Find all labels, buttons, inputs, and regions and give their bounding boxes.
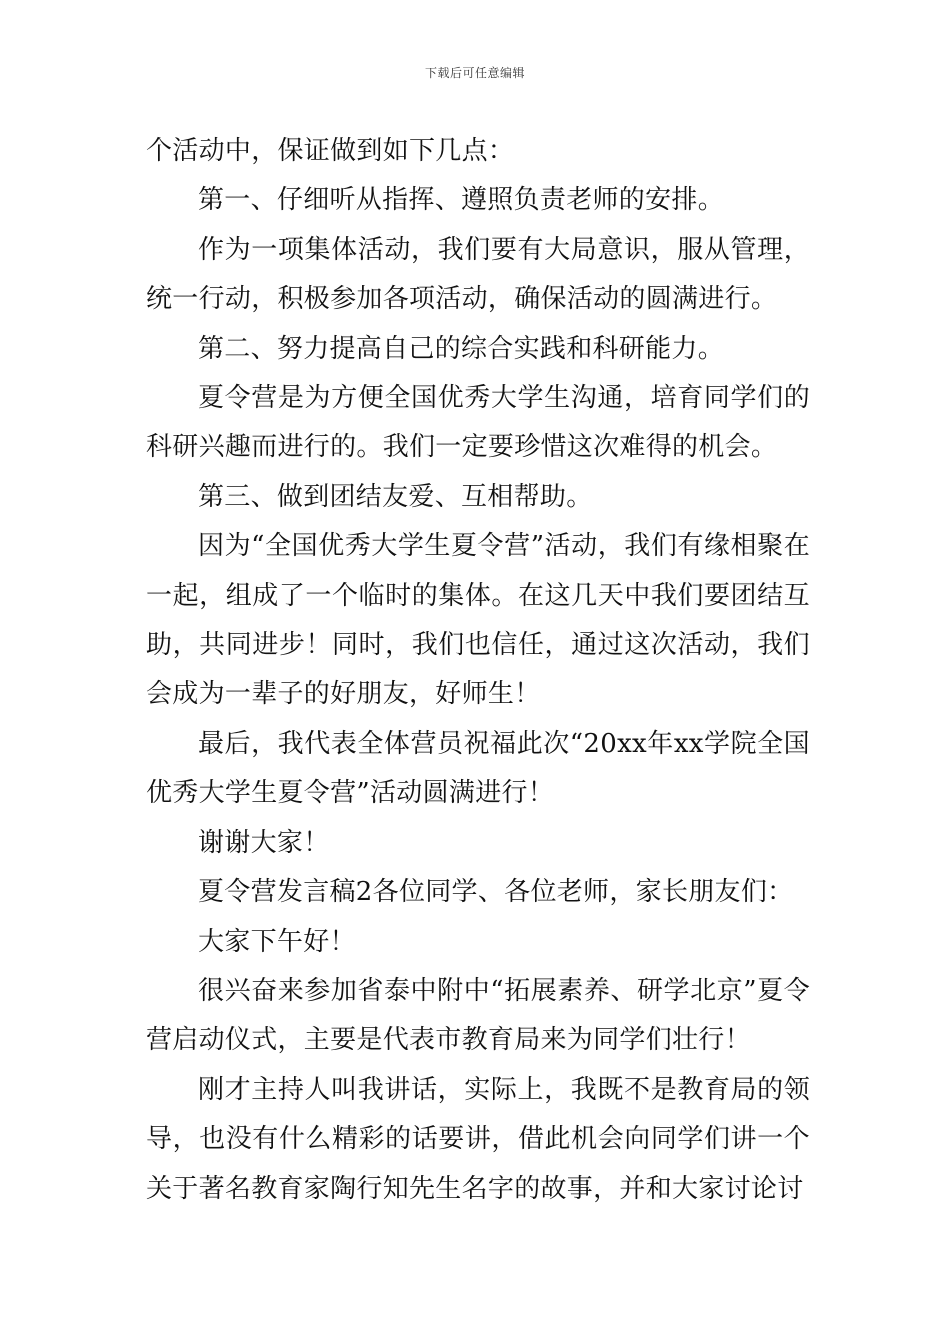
paragraph: 很兴奋来参加省泰中附中“拓展素养、研学北京”夏令营启动仪式，主要是代表市教育局来为同学们壮行！ — [146, 975, 810, 1056]
paragraph: 夏令营发言稿2各位同学、各位老师，家长朋友们： — [198, 877, 794, 908]
paragraph: 因为“全国优秀大学生夏令营”活动，我们有缘相聚在一起，组成了一个临时的集体。在这几天中我们要团结互助，共同进步！同时，我们也信任，通过这次活动，我们会成为一辈子的好朋友，好师生！ — [146, 531, 810, 710]
paragraph: 第三、做到团结友爱、互相帮助。 — [198, 481, 593, 512]
page-header: 下载后可任意编辑 — [424, 66, 525, 80]
paragraph: 作为一项集体活动，我们要有大局意识，服从管理，统一行动，积极参加各项活动，确保活动的圆满进行。 — [146, 234, 810, 315]
paragraph: 大家下午好！ — [198, 926, 356, 957]
paragraph: 夏令营是为方便全国优秀大学生沟通，培育同学们的科研兴趣而进行的。我们一定要珍惜这次难得的机会。 — [146, 383, 810, 463]
paragraph: 第一、仔细听从指挥、遵照负责老师的安排。 — [198, 185, 725, 216]
paragraph: 第二、努力提高自己的综合实践和科研能力。 — [198, 333, 725, 364]
paragraph: 最后，我代表全体营员祝福此次“20xx年xx学院全国优秀大学生夏令营”活动圆满进行！ — [146, 728, 810, 809]
paragraph: 个活动中，保证做到如下几点： — [146, 136, 515, 166]
paragraph: 刚才主持人叫我讲话，实际上，我既不是教育局的领导，也没有什么精彩的话要讲，借此机会向同学们讲一个关于著名教育家陶行知先生名字的故事，并和大家讨论讨 — [146, 1074, 810, 1204]
document-body — [146, 127, 810, 1214]
paragraph: 谢谢大家！ — [198, 827, 330, 858]
